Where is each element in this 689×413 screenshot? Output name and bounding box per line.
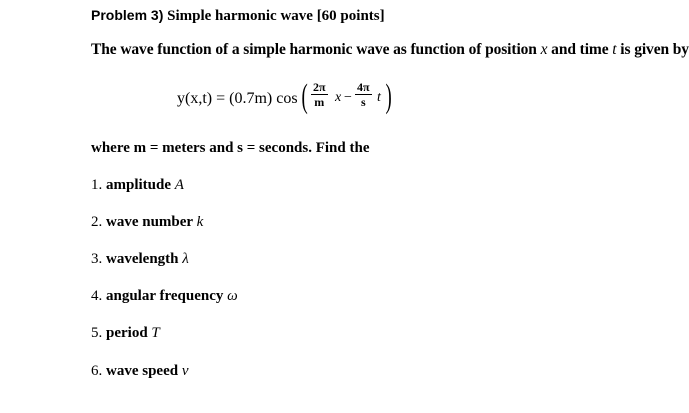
item-label: period <box>106 325 148 341</box>
item-number: 1. <box>91 177 103 193</box>
item-symbol: ω <box>227 288 238 304</box>
item-symbol: λ <box>182 251 189 267</box>
intro-and-time: and time <box>551 41 609 58</box>
fraction-1-denominator: m <box>314 95 325 109</box>
question-item-2 <box>91 214 203 231</box>
intro-text: The wave function of a simple harmonic wave as function of position <box>91 41 537 58</box>
intro-tail: is given by <box>620 41 689 58</box>
item-number: 4. <box>91 288 103 304</box>
problem-title: Problem 3) <box>91 7 164 23</box>
item-number: 5. <box>91 325 103 341</box>
equation-x: x <box>335 90 342 105</box>
item-label: amplitude <box>106 177 172 193</box>
question-item-5 <box>91 325 160 342</box>
problem-points: [60 points] <box>316 8 385 24</box>
where-statement: where m = meters and s = seconds. Find the <box>91 140 370 156</box>
item-number: 3. <box>91 251 103 267</box>
fraction-2-numerator: 4π <box>357 80 370 94</box>
item-number: 6. <box>91 363 103 379</box>
intro-sentence <box>91 41 689 59</box>
item-label: wave number <box>106 214 193 230</box>
equation-fraction-1 <box>311 80 328 109</box>
question-item-6 <box>91 363 189 380</box>
item-number: 2. <box>91 214 103 230</box>
item-symbol: A <box>174 177 184 193</box>
item-label: angular frequency <box>106 288 224 304</box>
item-label: wavelength <box>106 251 179 267</box>
question-item-4 <box>91 288 238 305</box>
item-symbol: v <box>181 363 189 379</box>
equation-lhs: y(x,t) = (0.7m) cos <box>177 90 298 107</box>
intro-var-x: x <box>540 41 548 58</box>
equation-open-paren: ( <box>301 78 308 115</box>
question-item-3 <box>91 251 189 268</box>
equation-minus: − <box>344 90 352 105</box>
question-item-1 <box>91 177 184 194</box>
equation-close-paren: ) <box>385 78 392 115</box>
item-label: wave speed <box>106 363 179 379</box>
equation-t: t <box>377 90 381 105</box>
problem-heading <box>91 7 385 25</box>
item-symbol: k <box>196 214 204 230</box>
item-symbol: T <box>151 325 160 341</box>
fraction-2-denominator: s <box>360 95 366 109</box>
fraction-1-numerator: 2π <box>313 80 326 94</box>
equation-fraction-2 <box>355 80 372 109</box>
intro-var-t: t <box>612 41 617 58</box>
problem-topic: Simple harmonic wave <box>167 8 313 24</box>
